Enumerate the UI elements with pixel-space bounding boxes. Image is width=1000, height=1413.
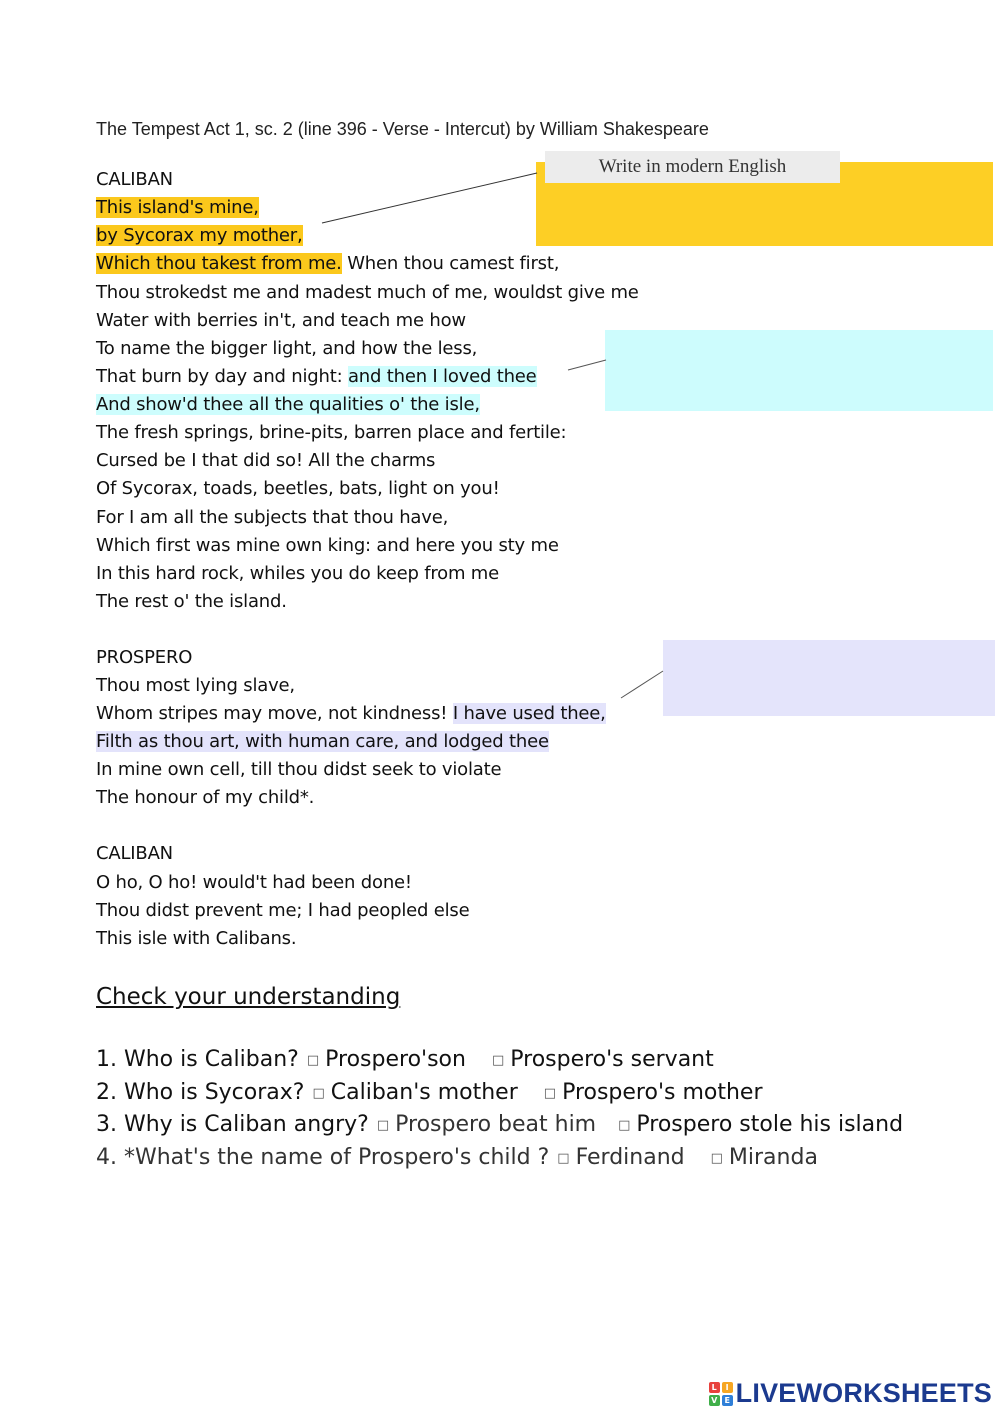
highlighted-text: And show'd thee all the qualities o' the isle, bbox=[96, 394, 480, 415]
question-2 bbox=[96, 1080, 763, 1105]
option-text: Prospero's servant bbox=[510, 1047, 714, 1072]
question-text: 2. Who is Sycorax? bbox=[96, 1080, 305, 1105]
connector-line-cyan bbox=[568, 360, 606, 370]
verse-line: The honour of my child*. bbox=[96, 787, 315, 808]
highlighted-text: and then I loved thee bbox=[347, 366, 537, 387]
verse-line: Thou most lying slave, bbox=[96, 675, 295, 696]
verse-line bbox=[96, 224, 303, 248]
option-text: Prospero'son bbox=[325, 1047, 466, 1072]
verse-line bbox=[96, 252, 559, 276]
verse-line: To name the bigger light, and how the less, bbox=[96, 338, 478, 359]
speaker-name: CALIBAN bbox=[96, 843, 173, 864]
verse-line bbox=[96, 730, 549, 754]
option-text: Miranda bbox=[728, 1145, 818, 1170]
question-text: 1. Who is Caliban? bbox=[96, 1047, 299, 1072]
verse-text: Whom stripes may move, not kindness! bbox=[96, 703, 453, 724]
verse-line: Water with berries in't, and teach me how bbox=[96, 310, 466, 331]
checkbox[interactable]: □ bbox=[306, 1053, 320, 1068]
check-understanding-heading: Check your understanding bbox=[96, 984, 401, 1010]
checkbox[interactable]: □ bbox=[557, 1151, 570, 1166]
question-3 bbox=[96, 1112, 903, 1137]
verse-line bbox=[96, 196, 259, 220]
option-text: Ferdinand bbox=[575, 1145, 685, 1170]
liveworksheets-logo[interactable] bbox=[709, 1378, 992, 1409]
verse-line: Of Sycorax, toads, beetles, bats, light on you! bbox=[96, 478, 500, 499]
verse-text: When thou camest first, bbox=[341, 253, 560, 274]
connector-line-yellow bbox=[322, 173, 537, 223]
option-text: Prospero beat him bbox=[395, 1112, 597, 1137]
verse-line bbox=[96, 393, 480, 417]
highlighted-text: This island's mine, bbox=[96, 197, 259, 218]
question-4 bbox=[96, 1145, 818, 1170]
checkbox[interactable]: □ bbox=[491, 1053, 505, 1068]
verse-line: The fresh springs, brine-pits, barren place and fertile: bbox=[96, 422, 567, 443]
option-text: Prospero stole his island bbox=[636, 1112, 904, 1137]
option-text: Prospero's mother bbox=[562, 1080, 763, 1105]
speaker-name: CALIBAN bbox=[96, 169, 173, 190]
question-text: 3. Why is Caliban angry? bbox=[96, 1112, 369, 1137]
question-1 bbox=[96, 1047, 714, 1072]
verse-line: In mine own cell, till thou didst seek to violate bbox=[96, 759, 502, 780]
verse-line bbox=[96, 365, 537, 389]
checkbox[interactable]: □ bbox=[312, 1086, 325, 1101]
option-text: Caliban's mother bbox=[330, 1080, 518, 1105]
verse-text: That burn by day and night: bbox=[96, 366, 348, 387]
verse-line: Thou strokedst me and madest much of me, wouldst give me bbox=[96, 282, 639, 303]
verse-line: The rest o' the island. bbox=[96, 591, 287, 612]
checkbox[interactable]: □ bbox=[543, 1086, 557, 1101]
verse-line: In this hard rock, whiles you do keep from me bbox=[96, 563, 500, 584]
verse-line: Thou didst prevent me; I had peopled else bbox=[96, 900, 470, 921]
verse-line: For I am all the subjects that thou have, bbox=[96, 507, 449, 528]
highlighted-text: Which thou takest from me. bbox=[96, 253, 342, 274]
logo-mark-icon: L I V E bbox=[709, 1382, 733, 1406]
question-text: 4. *What's the name of Prospero's child ? bbox=[96, 1145, 550, 1170]
verse-line: O ho, O ho! would't had been done! bbox=[96, 872, 412, 893]
write-in-modern-english-label: Write in modern English bbox=[545, 151, 840, 183]
checkbox[interactable]: □ bbox=[618, 1118, 631, 1133]
verse-line bbox=[96, 702, 606, 726]
logo-text: LIVEWORKSHEETS bbox=[735, 1378, 992, 1408]
worksheet-title: The Tempest Act 1, sc. 2 (line 396 - Verse - Intercut) by William Shakespeare bbox=[96, 119, 709, 139]
verse-line: This isle with Calibans. bbox=[96, 928, 297, 949]
highlighted-text: by Sycorax my mother, bbox=[96, 225, 303, 246]
checkbox[interactable]: □ bbox=[710, 1151, 723, 1166]
verse-line: Cursed be I that did so! All the charms bbox=[96, 450, 436, 471]
verse-line: Which first was mine own king: and here you sty me bbox=[96, 535, 559, 556]
connector-line-lavender bbox=[621, 671, 663, 698]
highlighted-text: I have used thee, bbox=[452, 703, 606, 724]
checkbox[interactable]: □ bbox=[376, 1118, 390, 1133]
speaker-name: PROSPERO bbox=[96, 647, 193, 668]
highlighted-text: Filth as thou art, with human care, and lodged thee bbox=[96, 731, 549, 752]
